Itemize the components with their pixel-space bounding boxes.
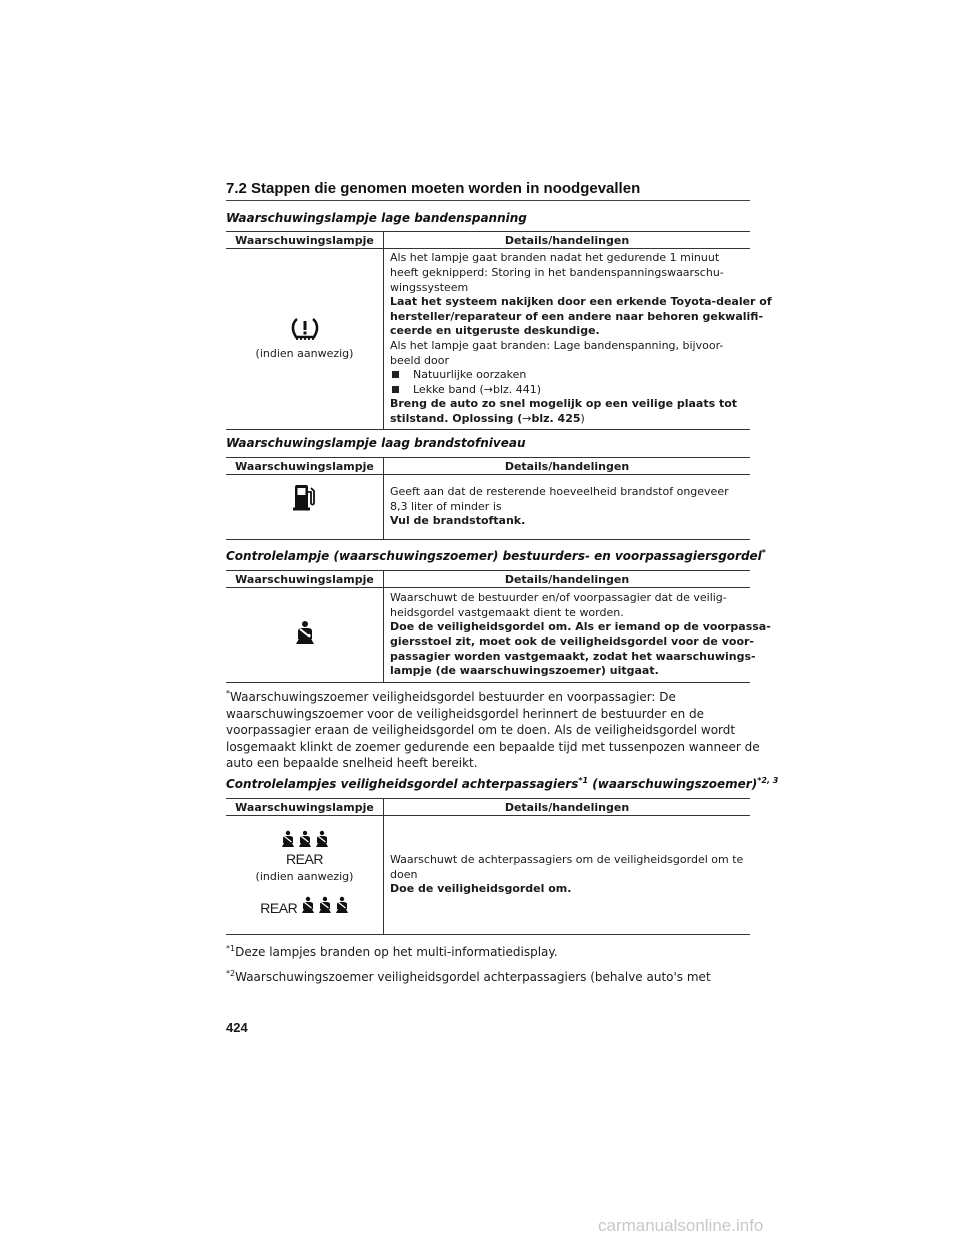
detail-bold-line: lampje (de waarschuwingszoemer) uitgaat. bbox=[390, 664, 659, 678]
detail-line: Waarschuwt de bestuurder en/of voorpassagier dat de veilig- bbox=[390, 591, 727, 605]
detail-bold-line: Vul de brandstoftank. bbox=[390, 514, 526, 528]
detail-line: 8,3 liter of minder is bbox=[390, 499, 502, 513]
detail-line: heeft geknipperd: Storing in het bandenspanningswaarschu- bbox=[390, 266, 724, 280]
detail-bold-line: Doe de veiligheidsgordel om. Als er iemand op de voorpassa- bbox=[390, 620, 771, 634]
detail-bold-line: Breng de auto zo snel mogelijk op een veilige plaats tot bbox=[390, 397, 738, 411]
fuel-table bbox=[226, 457, 750, 540]
section-title-text: Controlelampje (waarschuwingszoemer) bestuurders- en voorpassagiersgordel bbox=[226, 549, 762, 563]
bullet-text: Natuurlijke oorzaken bbox=[413, 368, 527, 382]
rear-seatbelt-lamp-stacked bbox=[226, 830, 383, 884]
section-title-seatbelt-rear bbox=[226, 776, 779, 791]
section-title-tire-pressure: Waarschuwingslampje lage bandenspanning bbox=[226, 211, 527, 225]
bullet-text: Lekke band (→blz. 441) bbox=[413, 382, 542, 396]
lamp-cell bbox=[226, 588, 384, 683]
lamp-caption: (indien aanwezig) bbox=[255, 870, 354, 883]
detail-line: Geeft aan dat de resterende hoeveelheid brandstof ongeveer bbox=[390, 485, 729, 499]
seatbelt-reminder-icon bbox=[293, 620, 317, 651]
chapter-title: 7.2 Stappen die genomen moeten worden in noodgevallen bbox=[226, 180, 750, 201]
page-reference-link[interactable]: blz. 425 bbox=[531, 411, 581, 425]
detail-line: Waarschuwt de achterpassagiers om de veiligheidsgordel om te bbox=[390, 853, 744, 867]
fuel-pump-icon bbox=[293, 483, 317, 516]
footnote-text: Waarschuwingszoemer veiligheidsgordel achterpassagiers (behalve auto's met bbox=[235, 970, 711, 984]
detail-line: heidsgordel vastgemaakt dient te worden. bbox=[390, 605, 624, 619]
footnote-line: waarschuwingszoemer voor de veiligheidsgordel herinnert de bestuurder en de bbox=[226, 706, 705, 721]
detail-line: Als het lampje gaat branden nadat het gedurende 1 minuut bbox=[390, 251, 720, 265]
footnote-multi-info-display bbox=[226, 941, 756, 961]
footnote-line bbox=[226, 966, 756, 986]
footnote-line bbox=[226, 941, 756, 961]
column-header-details: Details/handelingen bbox=[384, 458, 751, 475]
details-cell bbox=[384, 249, 772, 430]
detail-bold-line-with-ref bbox=[390, 412, 744, 427]
column-header-lamp: Waarschuwingslampje bbox=[226, 232, 384, 249]
footnote-text: Deze lampjes branden op het multi-informatiedisplay. bbox=[235, 945, 558, 959]
column-header-lamp: Waarschuwingslampje bbox=[226, 571, 384, 588]
watermark: carmanualsonline.info bbox=[598, 1216, 764, 1235]
detail-bold-line: hersteller/reparateur of een andere naar behoren gekwalifi- bbox=[390, 309, 764, 323]
footnote-line: voorpassagier eraan de veiligheidsgordel om te doen. Als de veiligheidsgordel wordt bbox=[226, 723, 736, 737]
footnote-line: auto een bepaalde snelheid heeft bereikt. bbox=[226, 756, 478, 770]
tire-pressure-warning-icon bbox=[290, 316, 320, 347]
column-header-lamp: Waarschuwingslampje bbox=[226, 458, 384, 475]
lamp-cell bbox=[226, 475, 384, 540]
bullet-square-icon bbox=[392, 386, 399, 393]
detail-bold-line: giersstoel zit, moet ook de veiligheidsgordel voor de voor- bbox=[390, 635, 754, 648]
rear-seatbelt-icons bbox=[281, 830, 329, 852]
bold-text: stilstand. Oplossing ( bbox=[390, 411, 523, 425]
column-header-details: Details/handelingen bbox=[384, 232, 751, 249]
footnote-seatbelt-buzzer bbox=[226, 686, 760, 772]
details-cell bbox=[384, 475, 751, 540]
details-cell bbox=[384, 816, 751, 935]
footnote-mark: *1 bbox=[578, 776, 589, 785]
footnote-line: losgemaakt klinkt de zoemer gedurende een bepaalde tijd met tussenpozen wanneer de bbox=[226, 739, 760, 754]
detail-bold-line: Laat het systeem nakijken door een erkende Toyota-dealer of bbox=[390, 295, 772, 309]
section-title-text: (waarschuwingszoemer) bbox=[588, 777, 758, 791]
detail-bold-line: ceerde en uitgeruste deskundige. bbox=[390, 324, 600, 338]
section-title-seatbelt-front bbox=[226, 548, 766, 563]
seatbelt-rear-table bbox=[226, 798, 750, 935]
column-header-details: Details/handelingen bbox=[384, 799, 751, 816]
detail-line: wingssysteem bbox=[390, 280, 469, 294]
rear-label: REAR bbox=[260, 900, 298, 916]
detail-bold-line: passagier worden vastgemaakt, zodat het waarschuwings- bbox=[390, 649, 756, 663]
column-header-lamp: Waarschuwingslampje bbox=[226, 799, 384, 816]
close-paren: ) bbox=[580, 411, 585, 425]
rear-seatbelt-lamp-inline bbox=[226, 896, 383, 920]
bullet-item bbox=[390, 368, 744, 383]
tire-pressure-table bbox=[226, 231, 772, 430]
arrow-glyph: → bbox=[522, 411, 532, 425]
seatbelt-front-table bbox=[226, 570, 771, 683]
detail-line: Als het lampje gaat branden: Lage bandenspanning, bijvoor- bbox=[390, 339, 724, 352]
rear-label: REAR bbox=[286, 851, 323, 867]
page-number: 424 bbox=[226, 1020, 248, 1035]
footnote-mark: *2, 3 bbox=[757, 776, 779, 785]
lamp-cell bbox=[226, 249, 384, 430]
footnote-text: Waarschuwingszoemer veiligheidsgordel bestuurder en voorpassagier: De bbox=[230, 690, 676, 704]
detail-line: beeld door bbox=[390, 353, 450, 367]
footnote-mark: * bbox=[761, 548, 766, 557]
column-header-details: Details/handelingen bbox=[384, 571, 751, 588]
footnote-line bbox=[226, 686, 756, 706]
rear-seatbelt-icons bbox=[301, 896, 349, 920]
section-title-fuel: Waarschuwingslampje laag brandstofniveau bbox=[226, 436, 526, 450]
bullet-item bbox=[390, 383, 744, 398]
lamp-cell bbox=[226, 816, 384, 935]
bullet-square-icon bbox=[392, 371, 399, 378]
footnote-mark: *2 bbox=[226, 969, 236, 978]
detail-line: doen bbox=[390, 867, 418, 881]
detail-bold-line: Doe de veiligheidsgordel om. bbox=[390, 882, 572, 896]
footnote-mark: * bbox=[226, 689, 230, 698]
section-title-text: Controlelampjes veiligheidsgordel achterpassagiers bbox=[226, 777, 579, 791]
lamp-caption: (indien aanwezig) bbox=[255, 347, 354, 360]
footnote-rear-buzzer bbox=[226, 966, 756, 986]
footnote-mark: *1 bbox=[226, 944, 236, 953]
details-cell bbox=[384, 588, 771, 683]
